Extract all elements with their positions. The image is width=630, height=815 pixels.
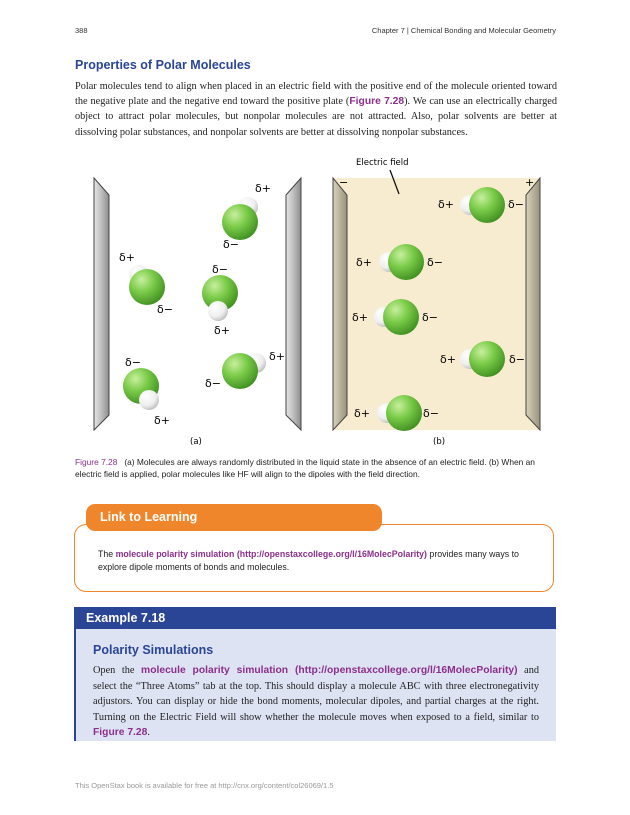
link-text-post: provides many ways to explore dipole moments of bonds and molecules. xyxy=(98,549,519,572)
delta-minus-label: δ− xyxy=(212,263,228,276)
delta-plus-label: δ+ xyxy=(440,353,456,366)
caption-text: (a) Molecules are always randomly distributed in the liquid state in the absence of an electric field. (b) When an electric field is applied, polar molecules like HF will align to the dipoles with the field direction. xyxy=(75,457,535,479)
caption-label: Figure 7.28 xyxy=(75,457,118,467)
figure-7-28 xyxy=(75,150,555,450)
delta-minus-label: δ− xyxy=(223,238,239,251)
left-plate-a xyxy=(94,178,109,430)
molecule-a3 xyxy=(202,263,238,337)
delta-minus-label: δ− xyxy=(157,303,173,316)
panel-a-label: (a) xyxy=(190,437,202,447)
link-to-learning-title: Link to Learning xyxy=(86,504,382,531)
delta-minus-label: δ− xyxy=(423,407,439,420)
delta-plus-label: δ+ xyxy=(214,324,230,337)
delta-plus-label: δ+ xyxy=(269,350,285,363)
delta-plus-label: δ+ xyxy=(438,198,454,211)
delta-minus-label: δ− xyxy=(422,311,438,324)
negative-plate-b xyxy=(333,178,347,430)
molecule-a2 xyxy=(119,251,173,316)
delta-plus-label: δ+ xyxy=(356,256,372,269)
delta-minus-label: δ− xyxy=(205,377,221,390)
chapter-header: Chapter 7 | Chemical Bonding and Molecular Geometry xyxy=(371,26,556,35)
section-title: Properties of Polar Molecules xyxy=(75,58,251,72)
example-figure-ref-link[interactable]: Figure 7.28 xyxy=(93,727,148,738)
intro-text-1: Polar molecules tend to align when placed in an electric field with the positive end of the molecule oriented toward the negative plate and the negative end toward the positive plate ( xyxy=(75,81,557,108)
electric-field-region xyxy=(333,178,540,430)
panel-b-label: (b) xyxy=(433,437,446,447)
link-to-learning-text xyxy=(98,548,548,574)
molecule-a5 xyxy=(123,356,170,427)
positive-plate-b xyxy=(526,178,540,430)
electric-field-label: Electric field xyxy=(356,158,409,168)
molecule-a4 xyxy=(205,350,285,390)
molecule-polarity-link[interactable]: molecule polarity simulation (http://openstaxcollege.org/l/16MolecPolarity) xyxy=(115,549,427,559)
delta-plus-label: δ+ xyxy=(354,407,370,420)
plus-sign: + xyxy=(525,176,535,189)
delta-plus-label: δ+ xyxy=(255,182,271,195)
delta-plus-label: δ+ xyxy=(154,414,170,427)
delta-minus-label: δ− xyxy=(508,198,524,211)
delta-plus-label: δ+ xyxy=(119,251,135,264)
minus-sign: − xyxy=(339,176,349,189)
intro-paragraph xyxy=(75,79,557,140)
page-number: 388 xyxy=(75,26,88,35)
example-header: Example 7.18 xyxy=(74,607,556,629)
right-plate-a xyxy=(286,178,301,430)
figure-ref-link[interactable]: Figure 7.28 xyxy=(349,96,405,108)
example-title: Polarity Simulations xyxy=(93,643,214,657)
example-text xyxy=(93,663,539,741)
link-text-pre: The xyxy=(98,549,116,559)
example-text-pre: Open the xyxy=(93,665,142,676)
delta-plus-label: δ+ xyxy=(352,311,368,324)
example-text-end: . xyxy=(147,727,150,738)
example-text-mid: and select the “Three Atoms” tab at the top. This should display a molecule ABC with three electronegativity adjustors. You can display or hide the bond moments, molecular dipoles, and partial charges at the right. Turning on the Electric Field will show whether the molecule moves when exposed to a field, similar to xyxy=(93,665,539,723)
delta-minus-label: δ− xyxy=(125,356,141,369)
delta-minus-label: δ− xyxy=(509,353,525,366)
delta-minus-label: δ− xyxy=(427,256,443,269)
molecule-a1 xyxy=(222,182,271,251)
page-footer: This OpenStax book is available for free at http://cnx.org/content/col26069/1.5 xyxy=(75,781,334,790)
figure-caption xyxy=(75,457,557,480)
intro-text-2: ). We can use an electrically charged object to attract polar molecules, but nonpolar molecules are not attracted. Also, polar solvents are better at dissolving polar substances, and nonpolar solvents are better at dissolving nonpolar substances. xyxy=(75,96,557,138)
example-simulation-link[interactable]: molecule polarity simulation (http://openstaxcollege.org/l/16MolecPolarity) xyxy=(141,665,518,676)
